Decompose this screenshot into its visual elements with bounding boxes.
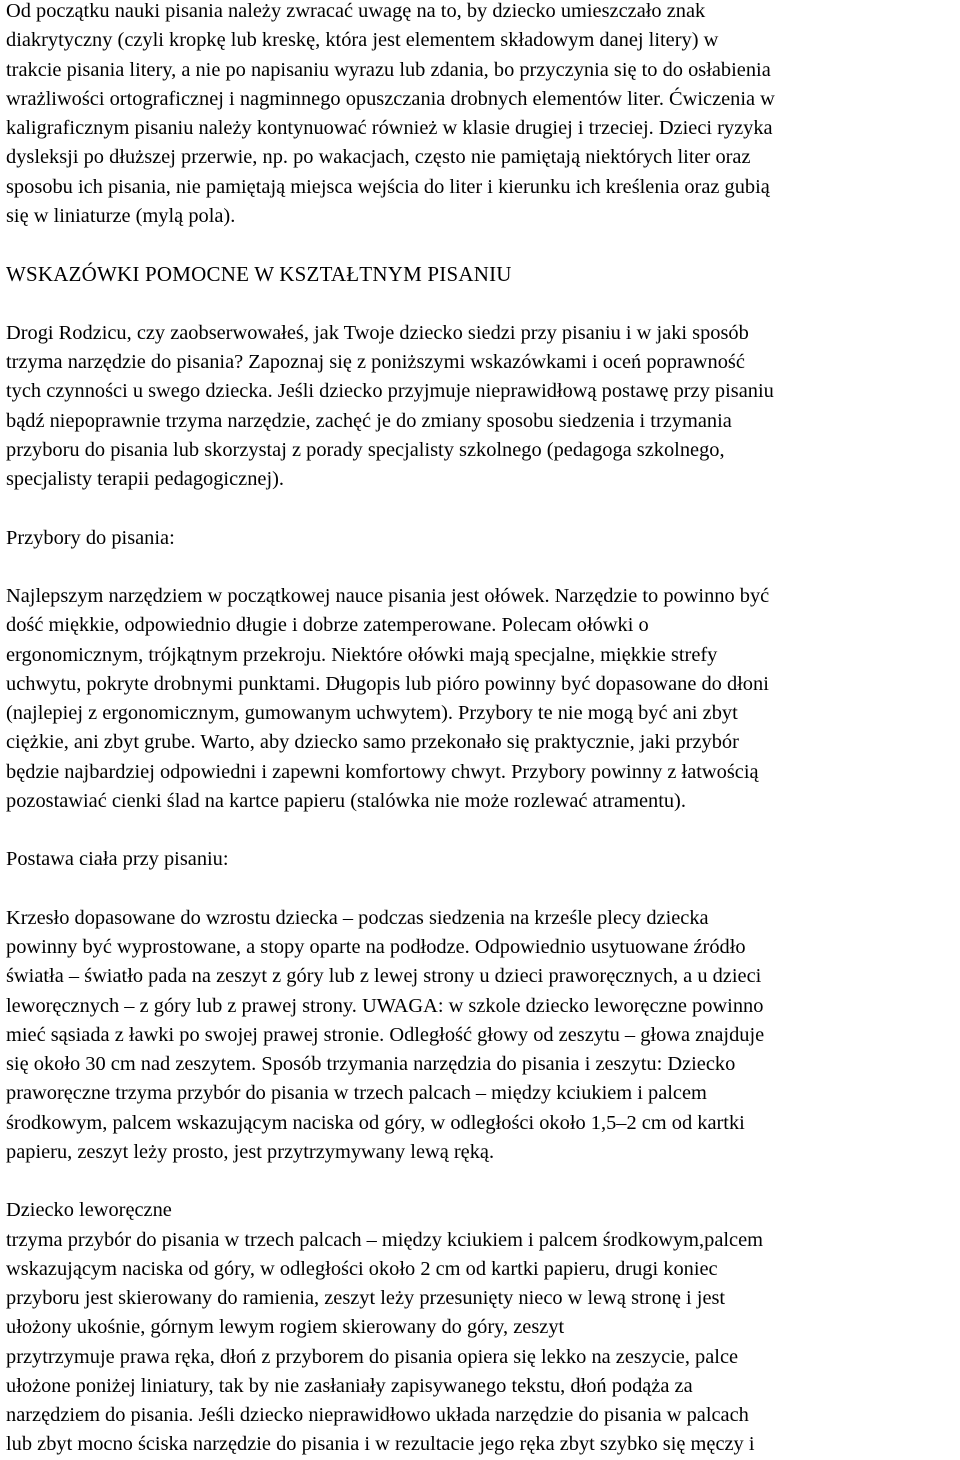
spacer	[6, 290, 956, 319]
intro-paragraph: Od początku nauki pisania należy zwracać uwagę na to, by dziecko umieszczało znak diakrytyczny (czyli kropkę lub kreskę, która jest elementem składowym danej litery) w trakcie pisania litery, a nie po napisaniu wyrazu lub zdania, bo przyczynia się to do osłabienia wrażliwości ortograficznej i nagminnego opuszczania drobnych elementów liter. Ćwiczenia w kaligraficznym pisaniu należy kontynuować również w klasie drugiej i trzeciej. Dzieci ryzyka dysleksji po dłuższej przerwie, np. po wakacjach, często nie pamiętają niektórych liter oraz sposobu ich pisania, nie pamiętają miejsca wejścia do liter i kierunku ich kreślenia oraz gubią się w liniaturze (mylą pola).	[6, 0, 775, 227]
spacer	[6, 231, 956, 260]
tools-heading: Przybory do pisania:	[6, 526, 175, 549]
posture-paragraph: Krzesło dopasowane do wzrostu dziecka – podczas siedzenia na krześle plecy dziecka powinny być wyprostowane, a stopy oparte na podłodze. Odpowiednio usytuowane źródło światła – światło pada na zeszyt z góry lub z lewej strony u dzieci praworęcznych, a u dzieci leworęcznych – z góry lub z prawej strony. UWAGA: w szkole dziecko leworęczne powinno mieć sąsiada z ławki po swojej prawej stronie. Odległość głowy od zeszytu – głowa znajduje się około 30 cm nad zeszytem. Sposób trzymania narzędzia do pisania i zeszytu: Dziecko praworęczne trzyma przybór do pisania w trzech palcach – między kciukiem i palcem środkowym, palcem wskazującym naciska od góry, w odległości około 1,5–2 cm od kartki papieru, zeszyt leży prosto, jest przytrzymywany lewą ręką.	[6, 906, 765, 1163]
spacer	[6, 1167, 956, 1196]
posture-heading: Postawa ciała przy pisaniu:	[6, 848, 229, 871]
tools-paragraph: Najlepszym narzędziem w początkowej nauce pisania jest ołówek. Narzędzie to powinno być dość miękkie, odpowiednio długie i dobrze zatemperowane. Polecam ołówki o ergonomicznym, trójkątnym przekroju. Niektóre ołówki mają specjalne, miękkie strefy uchwytu, pokryte drobnymi punktami. Długopis lub pióro powinny być dopasowane do dłoni (najlepiej z ergonomicznym, gumowanym uchwytem). Przybory te nie mogą być ani zbyt ciężkie, ani zbyt grube. Warto, aby dziecko samo przekonało się praktycznie, jaki przybór będzie najbardziej odpowiedni i zapewni komfortowy chwyt. Przybory powinny z łatwością pozostawiać cienki ślad na kartce papieru (stalówka nie może rozlewać atramentu).	[6, 585, 770, 812]
spacer	[6, 553, 956, 582]
spacer	[6, 816, 956, 845]
document-page	[6, 0, 956, 1460]
parent-note-paragraph: Drogi Rodzicu, czy zaobserwowałeś, jak Twoje dziecko siedzi przy pisaniu i w jaki sposób trzyma narzędzie do pisania? Zapoznaj się z poniższymi wskazówkami i oceń poprawność tych czynności u swego dziecka. Jeśli dziecko przyjmuje nieprawidłową postawę przy pisaniu bądź niepoprawnie trzyma narzędzie, zachęć je do zmiany sposobu siedzenia i trzymania przyboru do pisania lub skorzystaj z porady specjalisty szkolnego (pedagoga szkolnego, specjalisty terapii pedagogicznej).	[6, 321, 774, 490]
spacer	[6, 494, 956, 523]
lefthand-paragraph: trzyma przybór do pisania w trzech palcach – między kciukiem i palcem środkowym,palcem wskazującym naciska od góry, w odległości około 2 cm od kartki papieru, drugi koniec przyboru jest skierowany do ramienia, zeszyt leży przesunięty nieco w lewą stronę i jest ułożony ukośnie, górnym lewym rogiem skierowany do góry, zeszyt przytrzymuje prawa ręka, dłoń z przyborem do pisania opiera się lekko na zeszycie, palce ułożone poniżej liniatury, tak by nie zasłaniały zapisywanego tekstu, dłoń podąża za narzędziem do pisania. Jeśli dziecko nieprawidłowo układa narzędzie do pisania w palcach lub zbyt mocno ściska narzędzie do pisania i w rezultacie jego ręka zbyt szybko się męczy i	[6, 1228, 764, 1456]
section-heading: WSKAZÓWKI POMOCNE W KSZTAŁTNYM PISANIU	[6, 262, 512, 287]
spacer	[6, 875, 956, 904]
lefthand-heading: Dziecko leworęczne	[6, 1199, 172, 1222]
